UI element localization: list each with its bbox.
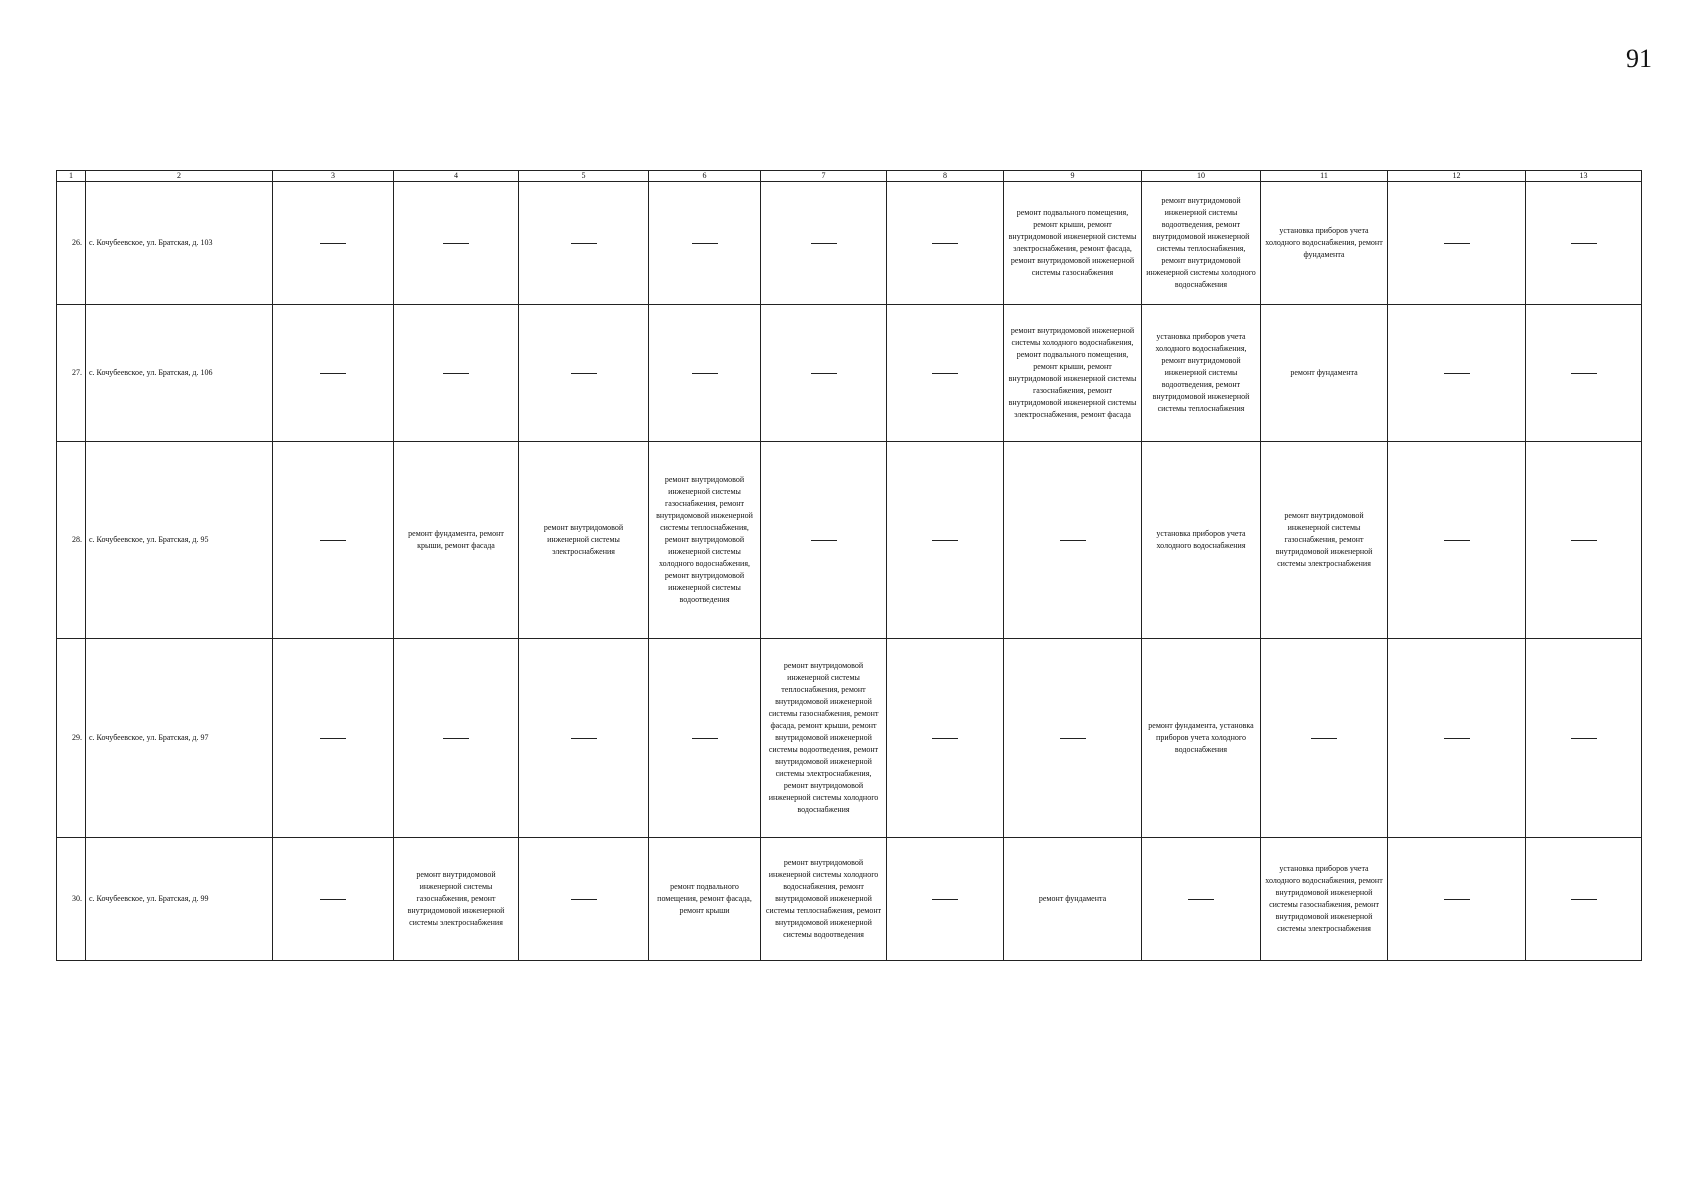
empty-dash bbox=[320, 540, 346, 541]
empty-dash bbox=[1060, 540, 1086, 541]
table-cell: ремонт фундамента, ремонт крыши, ремонт фасада bbox=[394, 442, 519, 639]
row-number: 26. bbox=[57, 182, 86, 305]
empty-dash bbox=[1311, 738, 1337, 739]
table-cell bbox=[519, 639, 649, 838]
empty-dash bbox=[811, 540, 837, 541]
table-cell: установка приборов учета холодного водоснабжения, ремонт внутридомовой инженерной системы газоснабжения, ремонт внутридомовой инженерной системы электроснабжения bbox=[1261, 838, 1388, 961]
table-cell: установка приборов учета холодного водоснабжения bbox=[1142, 442, 1261, 639]
empty-dash bbox=[692, 373, 718, 374]
table-cell bbox=[519, 838, 649, 961]
table-cell bbox=[1388, 182, 1526, 305]
page-number: 91 bbox=[1626, 44, 1652, 73]
table-cell: ремонт внутридомовой инженерной системы водоотведения, ремонт внутридомовой инженерной системы теплоснабжения, ремонт внутридомовой инженерной системы холодного водоснабжения bbox=[1142, 182, 1261, 305]
table-cell bbox=[1526, 305, 1642, 442]
table-row bbox=[57, 305, 1642, 442]
table-cell bbox=[761, 182, 887, 305]
column-number: 11 bbox=[1261, 171, 1388, 182]
address-cell: с. Кочубеевское, ул. Братская, д. 103 bbox=[86, 182, 273, 305]
table-cell bbox=[887, 838, 1004, 961]
empty-dash bbox=[1188, 899, 1214, 900]
repair-schedule-table bbox=[56, 170, 1642, 961]
row-number: 29. bbox=[57, 639, 86, 838]
column-number: 2 bbox=[86, 171, 273, 182]
table-cell bbox=[273, 182, 394, 305]
table-cell: установка приборов учета холодного водоснабжения, ремонт внутридомовой инженерной системы водоотведения, ремонт внутридомовой инженерной системы теплоснабжения bbox=[1142, 305, 1261, 442]
table-cell bbox=[394, 639, 519, 838]
table-cell bbox=[1142, 838, 1261, 961]
table-cell: установка приборов учета холодного водоснабжения, ремонт фундамента bbox=[1261, 182, 1388, 305]
table-cell: ремонт фундамента, установка приборов учета холодного водоснабжения bbox=[1142, 639, 1261, 838]
table-cell bbox=[1004, 639, 1142, 838]
table-cell bbox=[394, 305, 519, 442]
table-cell bbox=[1526, 442, 1642, 639]
empty-dash bbox=[1444, 540, 1470, 541]
empty-dash bbox=[1571, 738, 1597, 739]
table-cell: ремонт фундамента bbox=[1004, 838, 1142, 961]
table-cell bbox=[1388, 639, 1526, 838]
empty-dash bbox=[443, 738, 469, 739]
empty-dash bbox=[1444, 899, 1470, 900]
table-cell bbox=[761, 442, 887, 639]
empty-dash bbox=[443, 243, 469, 244]
table-cell bbox=[519, 182, 649, 305]
empty-dash bbox=[692, 243, 718, 244]
table-cell bbox=[761, 305, 887, 442]
empty-dash bbox=[932, 373, 958, 374]
table-cell bbox=[649, 639, 761, 838]
table-cell: ремонт внутридомовой инженерной системы холодного водоснабжения, ремонт подвального помещения, ремонт крыши, ремонт внутридомовой инженерной системы газоснабжения, ремонт внутридомовой инженерной системы электроснабжения, ремонт фасада bbox=[1004, 305, 1142, 442]
empty-dash bbox=[320, 738, 346, 739]
table-cell bbox=[887, 305, 1004, 442]
column-number: 9 bbox=[1004, 171, 1142, 182]
table-cell bbox=[887, 442, 1004, 639]
table-cell: ремонт фундамента bbox=[1261, 305, 1388, 442]
column-number-row bbox=[57, 171, 1642, 182]
empty-dash bbox=[932, 243, 958, 244]
empty-dash bbox=[932, 540, 958, 541]
table-cell bbox=[519, 305, 649, 442]
empty-dash bbox=[320, 373, 346, 374]
column-number: 12 bbox=[1388, 171, 1526, 182]
column-number: 5 bbox=[519, 171, 649, 182]
table-cell: ремонт внутридомовой инженерной системы газоснабжения, ремонт внутридомовой инженерной системы электроснабжения bbox=[1261, 442, 1388, 639]
table-cell: ремонт подвального помещения, ремонт фасада, ремонт крыши bbox=[649, 838, 761, 961]
empty-dash bbox=[1444, 738, 1470, 739]
column-number: 7 bbox=[761, 171, 887, 182]
column-number: 6 bbox=[649, 171, 761, 182]
row-number: 28. bbox=[57, 442, 86, 639]
table-cell: ремонт подвального помещения, ремонт крыши, ремонт внутридомовой инженерной системы электроснабжения, ремонт фасада, ремонт внутридомовой инженерной системы газоснабжения bbox=[1004, 182, 1142, 305]
empty-dash bbox=[1571, 373, 1597, 374]
table-cell bbox=[649, 182, 761, 305]
table-cell bbox=[394, 182, 519, 305]
table-cell bbox=[1004, 442, 1142, 639]
row-number: 30. bbox=[57, 838, 86, 961]
table-cell bbox=[273, 442, 394, 639]
empty-dash bbox=[320, 899, 346, 900]
address-cell: с. Кочубеевское, ул. Братская, д. 95 bbox=[86, 442, 273, 639]
empty-dash bbox=[571, 373, 597, 374]
table-cell bbox=[1526, 838, 1642, 961]
table-cell bbox=[887, 182, 1004, 305]
column-number: 13 bbox=[1526, 171, 1642, 182]
table-cell bbox=[1388, 305, 1526, 442]
empty-dash bbox=[1571, 243, 1597, 244]
empty-dash bbox=[443, 373, 469, 374]
empty-dash bbox=[1571, 899, 1597, 900]
table-body bbox=[57, 171, 1642, 961]
table-cell bbox=[1526, 182, 1642, 305]
table-row bbox=[57, 182, 1642, 305]
table-cell bbox=[887, 639, 1004, 838]
table-cell bbox=[1388, 442, 1526, 639]
table-cell: ремонт внутридомовой инженерной системы теплоснабжения, ремонт внутридомовой инженерной системы газоснабжения, ремонт фасада, ремонт крыши, ремонт внутридомовой инженерной системы водоотведения, ремонт внутридомовой инженерной системы электроснабжения, ремонт внутридомовой инженерной системы холодного водоснабжения bbox=[761, 639, 887, 838]
table-cell bbox=[649, 305, 761, 442]
empty-dash bbox=[571, 899, 597, 900]
table-cell: ремонт внутридомовой инженерной системы электроснабжения bbox=[519, 442, 649, 639]
empty-dash bbox=[811, 243, 837, 244]
column-number: 4 bbox=[394, 171, 519, 182]
address-cell: с. Кочубеевское, ул. Братская, д. 106 bbox=[86, 305, 273, 442]
empty-dash bbox=[571, 738, 597, 739]
row-number: 27. bbox=[57, 305, 86, 442]
empty-dash bbox=[1060, 738, 1086, 739]
table-cell: ремонт внутридомовой инженерной системы холодного водоснабжения, ремонт внутридомовой инженерной системы теплоснабжения, ремонт внутридомовой инженерной системы водоотведения bbox=[761, 838, 887, 961]
empty-dash bbox=[1444, 373, 1470, 374]
empty-dash bbox=[1444, 243, 1470, 244]
empty-dash bbox=[692, 738, 718, 739]
table-cell bbox=[273, 639, 394, 838]
table-cell: ремонт внутридомовой инженерной системы газоснабжения, ремонт внутридомовой инженерной системы теплоснабжения, ремонт внутридомовой инженерной системы холодного водоснабжения, ремонт внутридомовой инженерной системы водоотведения bbox=[649, 442, 761, 639]
empty-dash bbox=[571, 243, 597, 244]
empty-dash bbox=[932, 899, 958, 900]
table-cell: ремонт внутридомовой инженерной системы газоснабжения, ремонт внутридомовой инженерной системы электроснабжения bbox=[394, 838, 519, 961]
table-cell bbox=[1526, 639, 1642, 838]
table-row bbox=[57, 639, 1642, 838]
empty-dash bbox=[932, 738, 958, 739]
address-cell: с. Кочубеевское, ул. Братская, д. 99 bbox=[86, 838, 273, 961]
empty-dash bbox=[320, 243, 346, 244]
column-number: 1 bbox=[57, 171, 86, 182]
table-cell bbox=[1261, 639, 1388, 838]
address-cell: с. Кочубеевское, ул. Братская, д. 97 bbox=[86, 639, 273, 838]
column-number: 3 bbox=[273, 171, 394, 182]
column-number: 10 bbox=[1142, 171, 1261, 182]
empty-dash bbox=[1571, 540, 1597, 541]
table-row bbox=[57, 442, 1642, 639]
table-cell bbox=[1388, 838, 1526, 961]
table-cell bbox=[273, 305, 394, 442]
column-number: 8 bbox=[887, 171, 1004, 182]
table-row bbox=[57, 838, 1642, 961]
table-cell bbox=[273, 838, 394, 961]
empty-dash bbox=[811, 373, 837, 374]
